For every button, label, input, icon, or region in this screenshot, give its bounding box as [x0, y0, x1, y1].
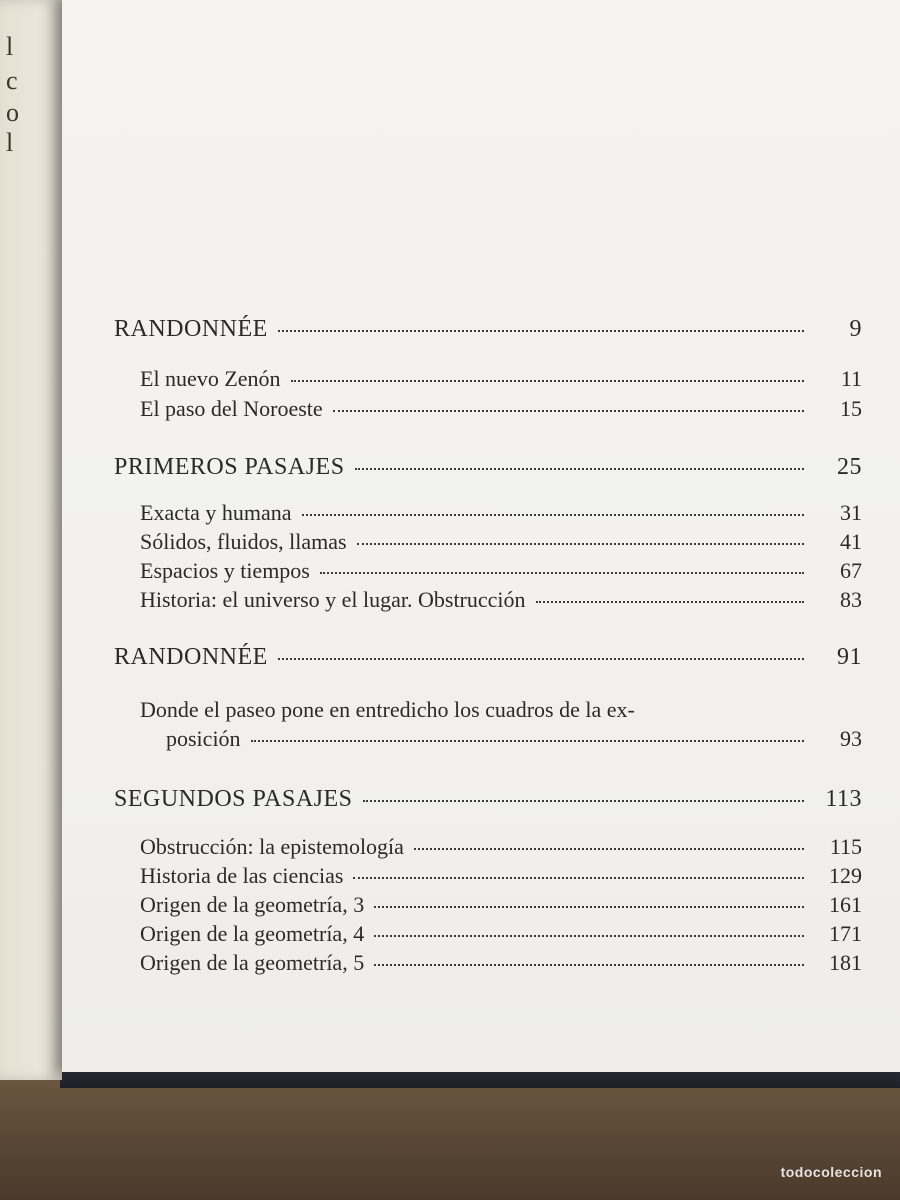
page-number: 181: [829, 950, 862, 975]
entry-title: posición: [166, 726, 241, 751]
entry-title: Obstrucción: la epistemología: [140, 834, 404, 859]
page-number: 41: [840, 529, 862, 554]
entry-title: Historia de las ciencias: [140, 863, 344, 888]
toc-entry: [114, 863, 862, 892]
dot-leader: [353, 877, 804, 879]
page-number: 115: [829, 834, 862, 859]
table-of-contents: [114, 316, 862, 979]
toc-entry: [114, 366, 862, 396]
page-number: 161: [829, 892, 862, 917]
dot-leader: [363, 800, 804, 802]
section-title: SEGUNDOS PASAJES: [114, 786, 353, 812]
left-page-glyph: l: [6, 128, 14, 157]
entry-title: El paso del Noroeste: [140, 396, 323, 421]
table-surface: [0, 1080, 900, 1200]
dot-leader: [320, 572, 804, 574]
dot-leader: [251, 740, 804, 742]
toc-section: [114, 454, 862, 494]
page-number: 9: [849, 316, 862, 342]
dot-leader: [333, 410, 804, 412]
left-page-glyph: l: [6, 32, 14, 61]
left-page-glyph: c: [6, 66, 18, 95]
page-number: 25: [837, 454, 862, 480]
entry-continuation: [140, 726, 862, 758]
dot-leader: [536, 601, 804, 603]
toc-entry: [114, 500, 862, 529]
toc-entry: [114, 529, 862, 558]
entry-title: El nuevo Zenón: [140, 366, 281, 391]
dot-leader: [291, 380, 804, 382]
page-number: 171: [829, 921, 862, 946]
section-title: PRIMEROS PASAJES: [114, 454, 345, 480]
dot-leader: [355, 468, 804, 470]
page-number: 83: [840, 587, 862, 612]
page-number: 31: [840, 500, 862, 525]
toc-entry: [140, 694, 862, 758]
page-number: 91: [837, 644, 862, 670]
left-facing-page: [0, 0, 62, 1080]
entry-title: Exacta y humana: [140, 500, 292, 525]
dot-leader: [374, 964, 804, 966]
dot-leader: [374, 935, 804, 937]
toc-entry: [114, 892, 862, 921]
entry-title: Origen de la geometría, 4: [140, 921, 365, 946]
entry-title-line: Donde el paseo pone en entredicho los cuadros de la ex-: [140, 697, 635, 722]
toc-entry: [114, 396, 862, 426]
dot-leader: [374, 906, 804, 908]
toc-section: [114, 316, 862, 356]
watermark: todocoleccion: [780, 1164, 882, 1180]
book-cover-edge: [60, 1070, 900, 1088]
entry-title: Sólidos, fluidos, llamas: [140, 529, 347, 554]
toc-section: [114, 644, 862, 684]
toc-entry: [114, 950, 862, 979]
dot-leader: [357, 543, 804, 545]
section-title: RANDONNÉE: [114, 316, 268, 342]
toc-entry: [114, 587, 862, 616]
page-number: 15: [840, 396, 862, 421]
page-number: 129: [829, 863, 862, 888]
dot-leader: [302, 514, 805, 516]
entry-title: Espacios y tiempos: [140, 558, 310, 583]
entry-title: Origen de la geometría, 3: [140, 892, 365, 917]
toc-entry: [114, 921, 862, 950]
section-title: RANDONNÉE: [114, 644, 268, 670]
page-number: 113: [825, 786, 862, 812]
left-page-glyph: o: [6, 98, 19, 127]
page-number: 11: [840, 366, 862, 391]
dot-leader: [278, 658, 804, 660]
page-number: 93: [840, 726, 862, 751]
toc-entry: [114, 558, 862, 587]
toc-section: [114, 786, 862, 826]
entry-title: Origen de la geometría, 5: [140, 950, 365, 975]
dot-leader: [414, 848, 804, 850]
book-page: [62, 0, 900, 1072]
page-number: 67: [840, 558, 862, 583]
entry-title: Historia: el universo y el lugar. Obstrucción: [140, 587, 526, 612]
dot-leader: [278, 330, 804, 332]
toc-entry: [114, 834, 862, 863]
